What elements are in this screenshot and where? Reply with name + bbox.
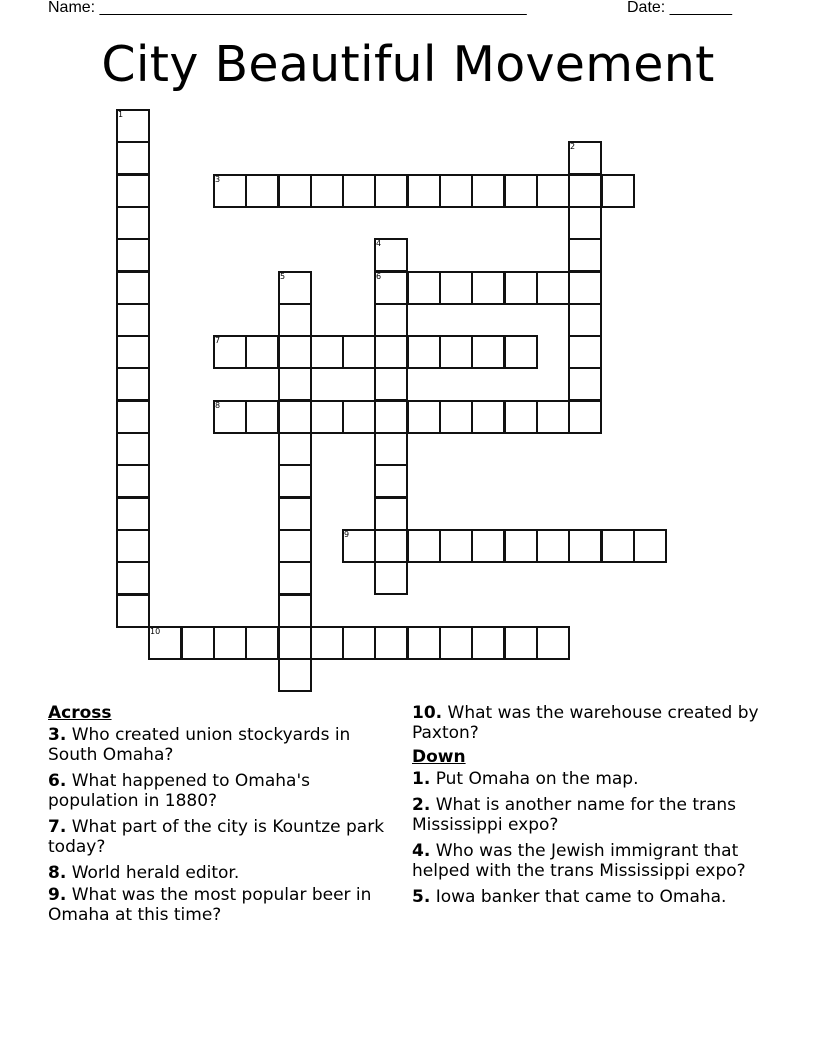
grid-cell[interactable] (374, 367, 408, 401)
grid-cell[interactable] (568, 271, 602, 305)
grid-cell[interactable] (568, 303, 602, 337)
grid-cell[interactable] (407, 174, 441, 208)
grid-cell[interactable] (342, 529, 376, 563)
clue-text: What part of the city is Kountze park today? (48, 817, 385, 857)
grid-cell[interactable] (374, 400, 408, 434)
clue-text: Who was the Jewish immigrant that helped with the trans Mississippi expo? (412, 841, 746, 881)
grid-cell[interactable] (116, 174, 150, 208)
grid-cell[interactable] (278, 658, 312, 692)
grid-cell[interactable] (310, 335, 344, 369)
clue-across-6 (48, 771, 393, 811)
clue-down-2 (412, 795, 772, 835)
clue-number: 8. (48, 863, 67, 883)
across-heading: Across (48, 703, 112, 723)
grid-cell[interactable] (568, 141, 602, 175)
grid-cell[interactable] (471, 271, 505, 305)
grid-cell[interactable] (568, 206, 602, 240)
clue-across-7 (48, 817, 393, 857)
grid-cell[interactable] (504, 335, 538, 369)
grid-cell[interactable] (471, 626, 505, 660)
grid-cell[interactable] (504, 626, 538, 660)
clue-number-label: 4 (376, 239, 382, 248)
grid-cell[interactable] (601, 174, 635, 208)
grid-cell[interactable] (278, 174, 312, 208)
grid-cell[interactable] (116, 464, 150, 498)
grid-cell[interactable] (245, 335, 279, 369)
grid-cell[interactable] (601, 529, 635, 563)
grid-cell[interactable] (504, 174, 538, 208)
clue-number-label: 8 (215, 401, 221, 410)
clue-number: 3. (48, 725, 67, 745)
grid-cell[interactable] (278, 271, 312, 305)
grid-cell[interactable] (116, 529, 150, 563)
grid-cell[interactable] (504, 529, 538, 563)
grid-cell[interactable] (310, 174, 344, 208)
clues-right-column (412, 703, 772, 913)
clue-number: 7. (48, 817, 67, 837)
grid-cell[interactable] (536, 271, 570, 305)
clue-text: What was the warehouse created by Paxton? (412, 703, 759, 743)
clue-number: 4. (412, 841, 431, 861)
grid-cell[interactable] (633, 529, 667, 563)
clue-text: Put Omaha on the map. (430, 769, 639, 789)
clue-number: 2. (412, 795, 431, 815)
clue-number: 1. (412, 769, 431, 789)
grid-cell[interactable] (536, 626, 570, 660)
clue-number-label: 1 (118, 110, 124, 119)
down-heading: Down (412, 747, 466, 767)
grid-cell[interactable] (407, 626, 441, 660)
clue-down-1 (412, 769, 772, 789)
clue-number-label: 7 (215, 336, 221, 345)
grid-cell[interactable] (439, 626, 473, 660)
grid-cell[interactable] (374, 271, 408, 305)
grid-cell[interactable] (116, 109, 150, 143)
grid-cell[interactable] (342, 400, 376, 434)
grid-cell[interactable] (374, 238, 408, 272)
clue-number-label: 5 (280, 272, 286, 281)
grid-cell[interactable] (471, 400, 505, 434)
grid-cell[interactable] (407, 335, 441, 369)
grid-cell[interactable] (568, 529, 602, 563)
grid-cell[interactable] (213, 335, 247, 369)
grid-cell[interactable] (504, 400, 538, 434)
grid-cell[interactable] (568, 335, 602, 369)
grid-cell[interactable] (568, 367, 602, 401)
page-title: City Beautiful Movement (101, 36, 715, 93)
grid-cell[interactable] (278, 303, 312, 337)
grid-cell[interactable] (245, 400, 279, 434)
grid-cell[interactable] (116, 238, 150, 272)
grid-cell[interactable] (568, 174, 602, 208)
clue-across-3 (48, 725, 393, 765)
clue-number-label: 10 (150, 627, 161, 636)
grid-cell[interactable] (439, 400, 473, 434)
grid-cell[interactable] (536, 174, 570, 208)
grid-cell[interactable] (116, 271, 150, 305)
grid-cell[interactable] (374, 464, 408, 498)
grid-cell[interactable] (407, 271, 441, 305)
grid-cell[interactable] (116, 497, 150, 531)
grid-cell[interactable] (439, 271, 473, 305)
grid-cell[interactable] (278, 497, 312, 531)
grid-cell[interactable] (116, 367, 150, 401)
grid-cell[interactable] (116, 206, 150, 240)
clue-across-10 (412, 703, 772, 743)
clue-number: 10. (412, 703, 443, 723)
clues-left-column (48, 703, 393, 931)
grid-cell[interactable] (278, 335, 312, 369)
clue-number-label: 9 (344, 530, 350, 539)
grid-cell[interactable] (116, 561, 150, 595)
grid-cell[interactable] (213, 400, 247, 434)
grid-cell[interactable] (278, 594, 312, 628)
grid-cell[interactable] (116, 400, 150, 434)
grid-cell[interactable] (374, 626, 408, 660)
grid-cell[interactable] (536, 400, 570, 434)
grid-cell[interactable] (439, 335, 473, 369)
grid-cell[interactable] (310, 400, 344, 434)
grid-cell[interactable] (278, 561, 312, 595)
grid-cell[interactable] (278, 626, 312, 660)
grid-cell[interactable] (116, 141, 150, 175)
grid-cell[interactable] (374, 529, 408, 563)
clue-number: 5. (412, 887, 431, 907)
clue-number-label: 6 (376, 272, 382, 281)
grid-cell[interactable] (471, 335, 505, 369)
grid-cell[interactable] (568, 238, 602, 272)
grid-cell[interactable] (374, 303, 408, 337)
grid-cell[interactable] (407, 529, 441, 563)
grid-cell[interactable] (439, 529, 473, 563)
clue-text: What was the most popular beer in Omaha at this time? (48, 885, 372, 925)
grid-cell[interactable] (116, 303, 150, 337)
grid-cell[interactable] (278, 400, 312, 434)
grid-cell[interactable] (245, 626, 279, 660)
grid-cell[interactable] (116, 594, 150, 628)
grid-cell[interactable] (116, 335, 150, 369)
grid-cell[interactable] (471, 174, 505, 208)
clue-number-label: 2 (570, 142, 576, 151)
grid-cell[interactable] (568, 400, 602, 434)
grid-cell[interactable] (374, 335, 408, 369)
grid-cell[interactable] (278, 464, 312, 498)
grid-cell[interactable] (213, 174, 247, 208)
date-field[interactable]: Date: _______ (627, 0, 732, 16)
grid-cell[interactable] (181, 626, 215, 660)
grid-cell[interactable] (374, 561, 408, 595)
clue-text: Iowa banker that came to Omaha. (430, 887, 727, 907)
clue-across-9 (48, 885, 393, 925)
grid-cell[interactable] (148, 626, 182, 660)
grid-cell[interactable] (374, 174, 408, 208)
clue-text: Who created union stockyards in South Omaha? (48, 725, 351, 765)
clue-number-label: 3 (215, 175, 221, 184)
clue-text: What is another name for the trans Mississippi expo? (412, 795, 737, 835)
grid-cell[interactable] (407, 400, 441, 434)
name-field[interactable]: Name: ________________________________________________ (48, 0, 527, 16)
clue-number: 6. (48, 771, 67, 791)
grid-cell[interactable] (342, 335, 376, 369)
grid-cell[interactable] (342, 626, 376, 660)
clue-text: What happened to Omaha's population in 1880? (48, 771, 310, 811)
grid-cell[interactable] (536, 529, 570, 563)
grid-cell[interactable] (439, 174, 473, 208)
clue-down-5 (412, 887, 772, 907)
grid-cell[interactable] (471, 529, 505, 563)
grid-cell[interactable] (374, 432, 408, 466)
grid-cell[interactable] (116, 432, 150, 466)
clue-across-8 (48, 863, 393, 883)
grid-cell[interactable] (245, 174, 279, 208)
grid-cell[interactable] (504, 271, 538, 305)
grid-cell[interactable] (278, 432, 312, 466)
clue-down-4 (412, 841, 772, 881)
grid-cell[interactable] (342, 174, 376, 208)
clue-text: World herald editor. (66, 863, 240, 883)
grid-cell[interactable] (278, 529, 312, 563)
grid-cell[interactable] (278, 367, 312, 401)
grid-cell[interactable] (374, 497, 408, 531)
clue-number: 9. (48, 885, 67, 905)
grid-cell[interactable] (213, 626, 247, 660)
grid-cell[interactable] (310, 626, 344, 660)
